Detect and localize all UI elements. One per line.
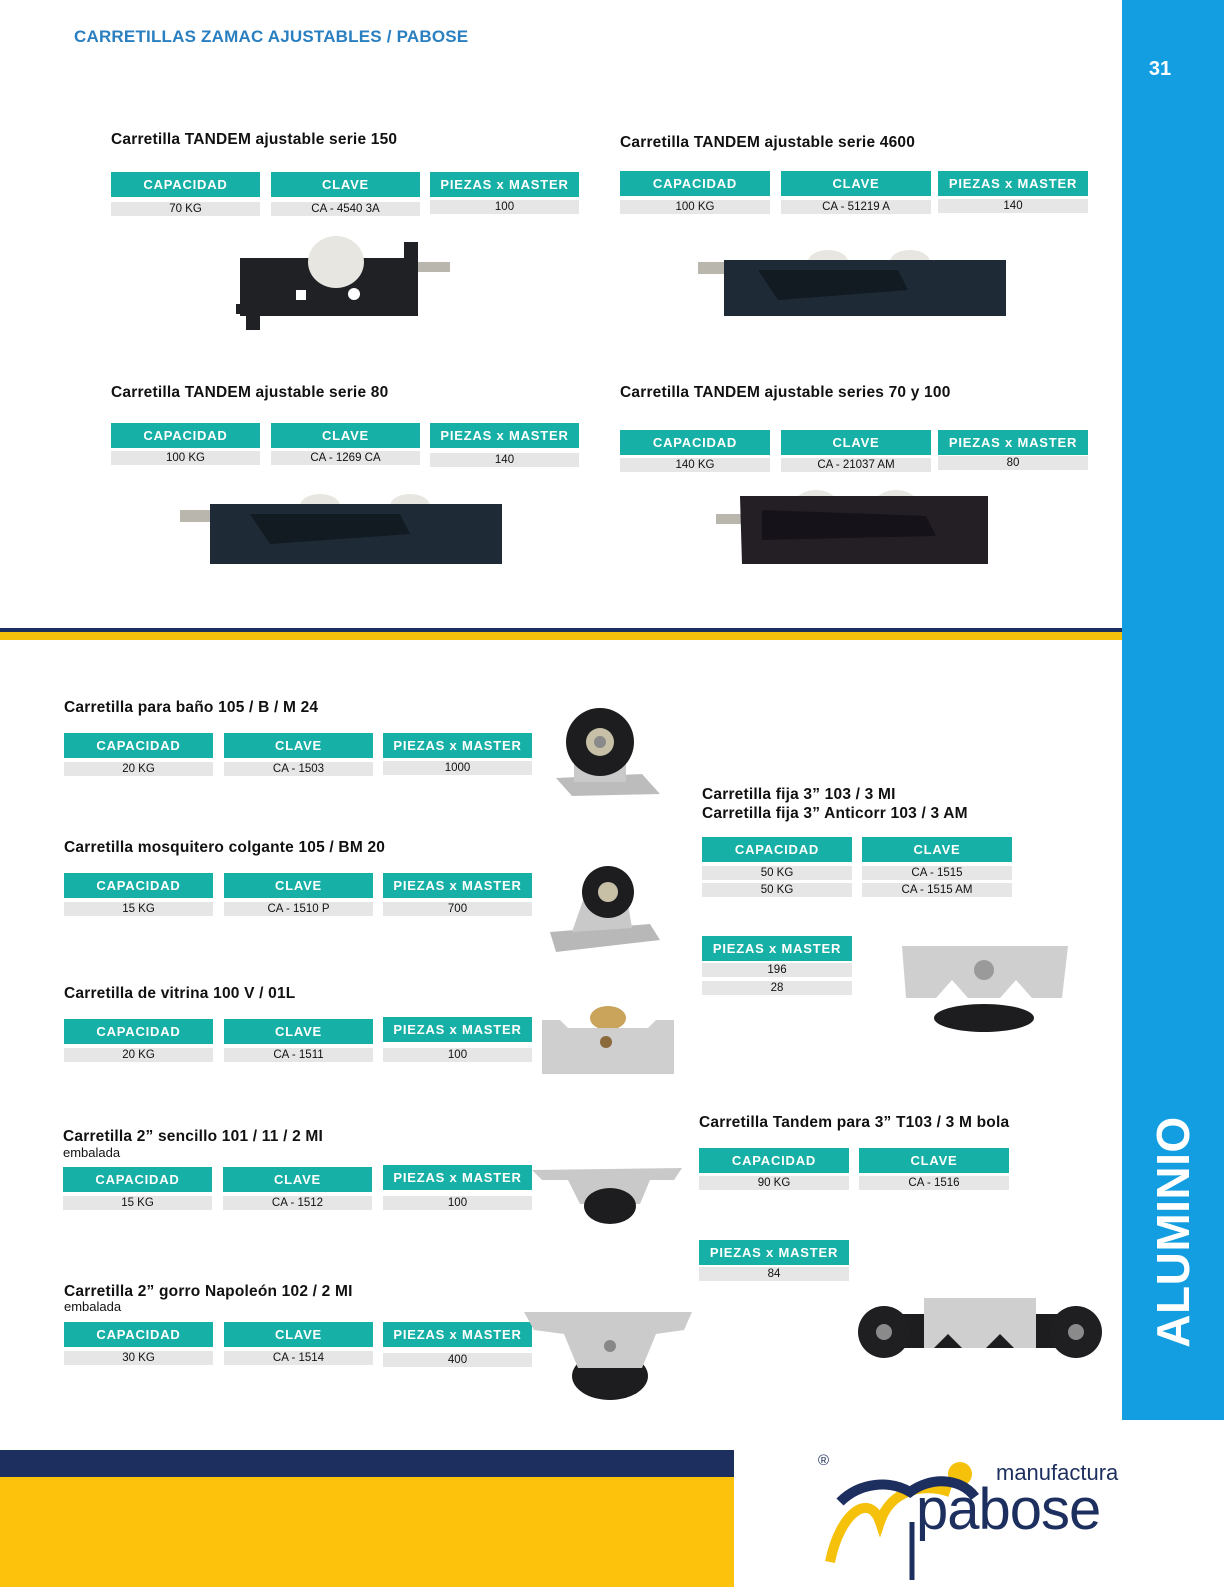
code-header: CLAVE: [223, 1167, 372, 1192]
code-header: CLAVE: [224, 733, 373, 758]
code-value: CA - 1515: [862, 866, 1012, 880]
logo-word-pabose: pabose: [916, 1477, 1101, 1542]
code-value: CA - 1510 P: [224, 902, 373, 916]
code-header: CLAVE: [862, 837, 1012, 862]
product-title-vitrina: Carretilla de vitrina 100 V / 01L: [64, 985, 296, 1002]
capacity-value: 100 KG: [111, 451, 260, 465]
pieces-value: 196: [702, 963, 852, 977]
capacity-value: 20 KG: [64, 762, 213, 776]
product-photo-vitrina: [540, 1004, 676, 1080]
section-label: [1128, 1102, 1218, 1362]
capacity-header: CAPACIDAD: [64, 1019, 213, 1044]
product-title-serie-4600: Carretilla TANDEM ajustable serie 4600: [620, 134, 916, 151]
capacity-value: 100 KG: [620, 200, 770, 214]
pieces-header: PIEZAS x MASTER: [699, 1240, 849, 1265]
capacity-header: CAPACIDAD: [64, 873, 213, 898]
code-value: CA - 4540 3A: [271, 202, 420, 216]
pieces-header: PIEZAS x MASTER: [383, 1322, 532, 1347]
capacity-header: CAPACIDAD: [111, 172, 260, 197]
product-photo-serie-80: [180, 492, 506, 570]
pieces-header: PIEZAS x MASTER: [430, 172, 579, 197]
capacity-header: CAPACIDAD: [620, 171, 770, 196]
pieces-value: 140: [430, 453, 579, 467]
capacity-header: CAPACIDAD: [620, 430, 770, 455]
product-photo-fija: [900, 940, 1070, 1040]
code-value: CA - 21037 AM: [781, 458, 931, 472]
pieces-value: 140: [938, 199, 1088, 213]
code-header: CLAVE: [224, 1019, 373, 1044]
footer-band-navy: [0, 1450, 734, 1477]
product-title-serie-80: Carretilla TANDEM ajustable serie 80: [111, 384, 389, 401]
product-title-fija-anticorr: Carretilla fija 3” Anticorr 103 / 3 AM: [702, 805, 968, 822]
logo-word-manufactura: manufactura: [996, 1460, 1119, 1485]
product-title-tandem-3: Carretilla Tandem para 3” T103 / 3 M bola: [699, 1114, 1010, 1131]
code-header: CLAVE: [271, 172, 420, 197]
product-subtitle-sencillo: embalada: [63, 1145, 121, 1160]
code-value: CA - 51219 A: [781, 200, 931, 214]
product-photo-gorro: [524, 1306, 696, 1402]
capacity-header: CAPACIDAD: [64, 733, 213, 758]
code-header: CLAVE: [224, 873, 373, 898]
product-title-mosquitero: Carretilla mosquitero colgante 105 / BM 20: [64, 839, 386, 856]
capacity-value: 30 KG: [64, 1351, 213, 1365]
code-value: CA - 1514: [224, 1351, 373, 1365]
capacity-value: 70 KG: [111, 202, 260, 216]
product-title-bano: Carretilla para baño 105 / B / M 24: [64, 699, 319, 716]
pieces-header: PIEZAS x MASTER: [938, 430, 1088, 455]
pieces-value: 28: [702, 981, 852, 995]
code-value: CA - 1511: [224, 1048, 373, 1062]
product-photo-serie-150: [236, 232, 462, 344]
capacity-value: 15 KG: [63, 1196, 212, 1210]
code-header: CLAVE: [271, 423, 420, 448]
pieces-header: PIEZAS x MASTER: [383, 733, 532, 758]
capacity-value: 15 KG: [64, 902, 213, 916]
pieces-header: PIEZAS x MASTER: [383, 1017, 532, 1042]
pieces-value: 1000: [383, 761, 532, 775]
capacity-value: 20 KG: [64, 1048, 213, 1062]
capacity-value: 90 KG: [699, 1176, 849, 1190]
capacity-header: CAPACIDAD: [111, 423, 260, 448]
product-subtitle-gorro: embalada: [64, 1299, 122, 1314]
footer-band-gold: [0, 1477, 734, 1587]
capacity-value: 50 KG: [702, 883, 852, 897]
section-label-text: ALUMINIO: [1147, 1116, 1199, 1348]
product-title-serie-150: Carretilla TANDEM ajustable serie 150: [111, 131, 398, 148]
pieces-header: PIEZAS x MASTER: [938, 171, 1088, 196]
code-header: CLAVE: [859, 1148, 1009, 1173]
capacity-header: CAPACIDAD: [63, 1167, 212, 1192]
product-photo-tandem-3: [854, 1290, 1106, 1370]
product-title-gorro: Carretilla 2” gorro Napoleón 102 / 2 MI: [64, 1283, 353, 1300]
code-value: CA - 1269 CA: [271, 451, 420, 465]
product-title-series-70-100: Carretilla TANDEM ajustable series 70 y 100: [620, 384, 951, 401]
capacity-value: 140 KG: [620, 458, 770, 472]
capacity-value: 50 KG: [702, 866, 852, 880]
capacity-header: CAPACIDAD: [699, 1148, 849, 1173]
code-header: CLAVE: [781, 171, 931, 196]
pieces-header: PIEZAS x MASTER: [383, 873, 532, 898]
pieces-header: PIEZAS x MASTER: [383, 1165, 532, 1190]
capacity-header: CAPACIDAD: [702, 837, 852, 862]
pieces-value: 100: [383, 1196, 532, 1210]
product-title-fija: Carretilla fija 3” 103 / 3 MI: [702, 786, 896, 803]
pabose-logo: [800, 1452, 1140, 1582]
product-photo-serie-4600: [698, 248, 1010, 324]
code-value: CA - 1503: [224, 762, 373, 776]
product-photo-series-70-100: [716, 490, 992, 572]
product-photo-bano: [552, 706, 664, 806]
pieces-header: PIEZAS x MASTER: [430, 423, 579, 448]
pieces-value: 100: [430, 200, 579, 214]
capacity-header: CAPACIDAD: [64, 1322, 213, 1347]
product-title-sencillo: Carretilla 2” sencillo 101 / 11 / 2 MI: [63, 1128, 324, 1145]
code-value: CA - 1515 AM: [862, 883, 1012, 897]
product-photo-sencillo: [532, 1160, 684, 1226]
pieces-value: 400: [383, 1353, 532, 1367]
code-header: CLAVE: [224, 1322, 373, 1347]
pieces-header: PIEZAS x MASTER: [702, 936, 852, 961]
code-value: CA - 1512: [223, 1196, 372, 1210]
product-photo-mosquitero: [546, 862, 666, 954]
page-number: 31: [1148, 58, 1172, 80]
registered-mark: ®: [818, 1452, 830, 1469]
page-header-title: CARRETILLAS ZAMAC AJUSTABLES / PABOSE: [74, 27, 469, 46]
pieces-value: 700: [383, 902, 532, 916]
section-divider-accent: [0, 632, 1122, 640]
pieces-value: 80: [938, 456, 1088, 470]
pieces-value: 84: [699, 1267, 849, 1281]
code-header: CLAVE: [781, 430, 931, 455]
pieces-value: 100: [383, 1048, 532, 1062]
code-value: CA - 1516: [859, 1176, 1009, 1190]
